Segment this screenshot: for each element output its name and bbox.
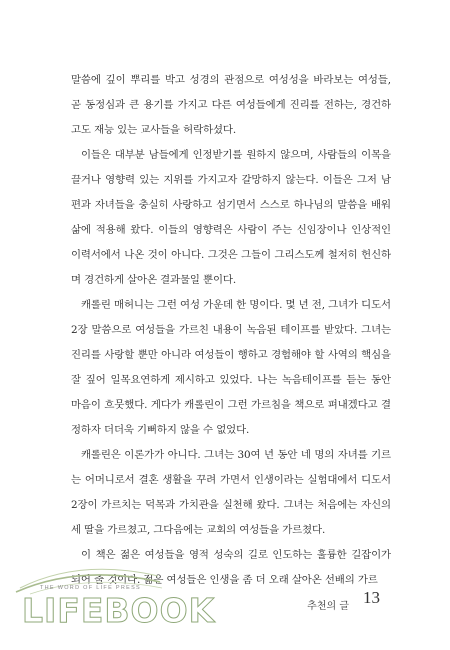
paragraph: 캐롤린은 이론가가 아니다. 그녀는 30여 년 동안 네 명의 자녀를 기르는 어머니로서 결혼 생활을 꾸려 가면서 인생이라는 실험대에서 디도서 2장이 가르치는 덕목과 가치관을 실천해 왔다. 그녀는 처음에는 자신의 세 딸을 가르쳤고, 그다음에는 교회의 여성들을 가르쳤다. [71, 449, 391, 536]
logo-tagline: THE WORD OF LIFE PRESS [40, 585, 142, 591]
logo-wordmark: LIFEBOOK [22, 591, 216, 630]
body-text [71, 68, 391, 593]
publisher-logo [10, 568, 216, 634]
paragraph: 캐롤린 매허니는 그런 여성 가운데 한 명이다. 몇 년 전, 그녀가 디도서 2장 말씀으로 여성들을 가르친 내용이 녹음된 테이프를 받았다. 그녀는 진리를 사랑할 뿐만 아니라 여성들이 행하고 경험해야 할 사역의 핵심을 잘 짚어 일목요연하게 제시하고 있었다. 나는 녹음테이프를 듣는 동안 마음이 흐뭇했다. 게다가 캐롤린이 그런 가르침을 책으로 펴내겠다고 결정하자 더더욱 기뻐하지 않을 수 없었다. [71, 299, 391, 436]
paragraph: 이들은 대부분 남들에게 인정받기를 원하지 않으며, 사람들의 이목을 끌거나 영향력 있는 지위를 가지고자 갈망하지 않는다. 이들은 그저 남편과 자녀들을 충실히 사랑하고 섬기면서 스스로 하나님의 말씀을 배워 삶에 적용해 왔다. 이들의 영향력은 사람이 주는 신임장이나 인상적인 이력서에서 나온 것이 아니다. 그것은 그들이 그리스도께 철저히 헌신하며 경건하게 살아온 결과물일 뿐이다. [71, 149, 391, 286]
paragraph: 말씀에 깊이 뿌리를 박고 성경의 관점으로 여성성을 바라보는 여성들, 곧 동정심과 큰 용기를 가지고 다른 여성들에게 진리를 전하는, 경건하고도 재능 있는 교사들을 허락하셨다. [71, 74, 391, 136]
section-label: 추천의 글 [307, 601, 349, 612]
page-number: 13 [363, 588, 380, 607]
paragraph: 이 책은 젊은 여성들을 영적 성숙의 길로 인도하는 훌륭한 길잡이가 되어 줄 것이다. 젊은 여성들은 인생을 좀 더 오래 살아온 선배의 가르 [71, 549, 391, 586]
